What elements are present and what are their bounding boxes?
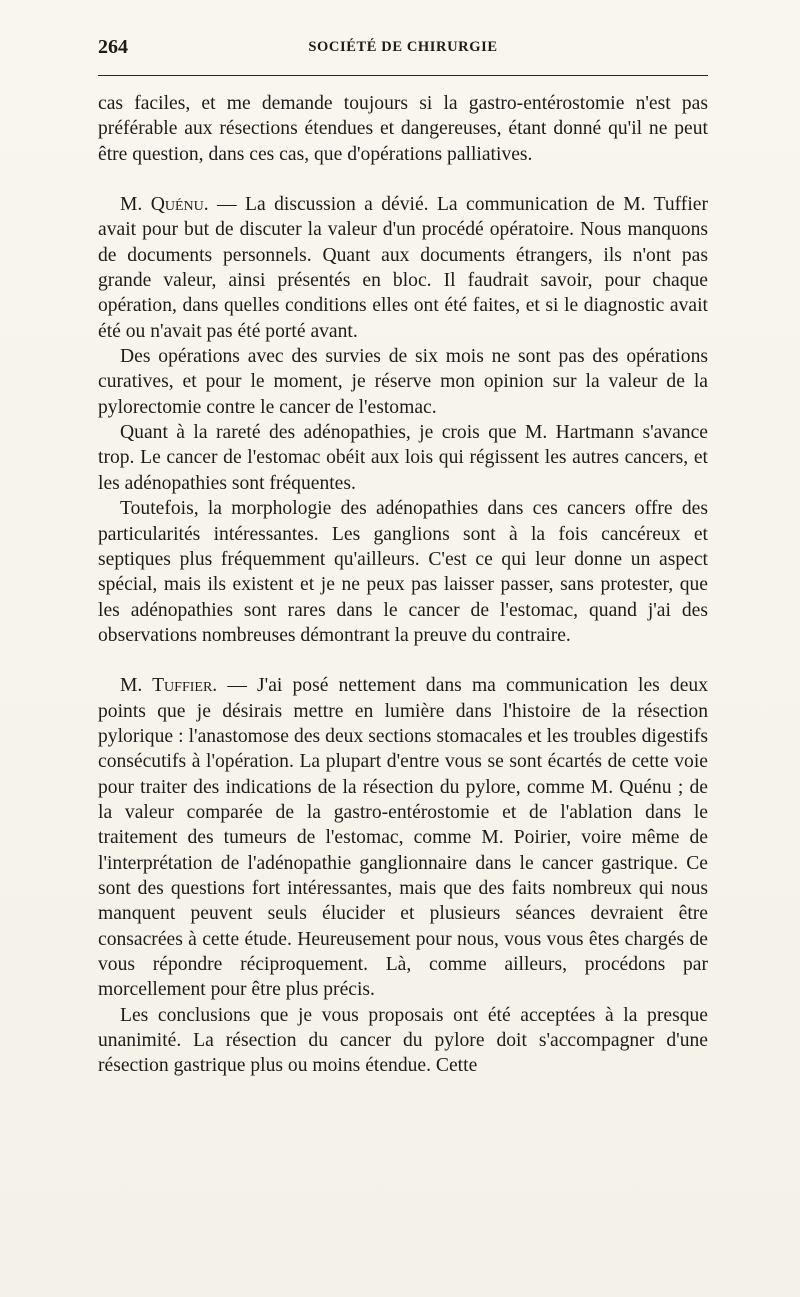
paragraph-conclusions bbox=[98, 1003, 708, 1079]
header-rule bbox=[98, 75, 708, 76]
paragraph-adenopathy-rarity bbox=[98, 420, 708, 496]
body-text bbox=[98, 91, 708, 1079]
paragraph-adenopathy-morphology bbox=[98, 496, 708, 648]
paragraph-text: — La discussion a dévié. La communication de M. Tuffier avait pour but de discuter la valeur d'un procédé opératoire. Nous manquons de documents personnels. Quant aux documents étrangers, ils n'ont pas grande valeur, ainsi présentés en bloc. Il faudrait savoir, pour chaque opération, dans quelles conditions elles ont été faites, et si le diagnostic avait été ou n'avait pas été porté avant. bbox=[98, 194, 708, 342]
paragraph-tuffier-reply bbox=[98, 673, 708, 1002]
paragraph-survival bbox=[98, 344, 708, 420]
page-number: 264 bbox=[98, 36, 128, 58]
paragraph-text: Toutefois, la morphologie des adénopathies dans ces cancers offre des particularités intéressantes. Les ganglions sont à la fois cancéreux et septiques plus fréquemment qu'ailleurs. C'est ce qui leur donne un aspect spécial, mais ils existent et je ne peux pas laisser passer, sans protester, que les adénopathies sont rares dans le cancer de l'estomac, quand j'ai des observations nombreuses démontrant la preuve du contraire. bbox=[98, 498, 708, 646]
paragraph-text: Les conclusions que je vous proposais ont été acceptées à la presque unanimité. La résection du cancer du pylore doit s'accompagner d'une résection gastrique plus ou moins étendue. Cette bbox=[98, 1004, 708, 1077]
running-title: SOCIÉTÉ DE CHIRURGIE bbox=[308, 39, 498, 55]
paragraph-text: cas faciles, et me demande toujours si la gastro-entérostomie n'est pas préférable aux résections étendues et dangereuses, étant donné qu'il ne peut être question, dans ces cas, que d'opérations palliatives. bbox=[98, 93, 708, 165]
paragraph-continuation bbox=[98, 91, 708, 167]
paragraph-quenu-remark bbox=[98, 192, 708, 344]
paragraph-text: Quant à la rareté des adénopathies, je crois que M. Hartmann s'avance trop. Le cancer de l'estomac obéit aux lois qui régissent les autres cancers, et les adénopathies sont fréquentes. bbox=[98, 422, 708, 494]
page-header bbox=[98, 36, 708, 62]
speaker-name: M. Quénu. bbox=[120, 194, 209, 216]
speaker-name: M. Tuffier. bbox=[120, 675, 218, 697]
paragraph-text: Des opérations avec des survies de six mois ne sont pas des opérations curatives, et pour le moment, je réserve mon opinion sur la valeur de la pylorectomie contre le cancer de l'estomac. bbox=[98, 346, 708, 418]
paragraph-text: — J'ai posé nettement dans ma communication les deux points que je désirais mettre en lumière dans l'histoire de la résection pylorique : l'anastomose des deux sections stomacales et les troubles digestifs consécutifs à l'opération. La plupart d'entre vous se sont écartés de cette voie pour traiter des indications de la résection du pylore, comme M. Quénu ; de la valeur comparée de la gastro-entérostomie et de l'ablation dans le traitement des tumeurs de l'estomac, comme M. Poirier, voire même de l'interprétation de l'adénopathie ganglionnaire dans le cancer gastrique. Ce sont des questions fort intéressantes, mais que des faits nombreux qui nous manquent peuvent seuls élucider et plusieurs séances devraient être consacrées à cette étude. Heureusement pour nous, vous vous êtes chargés de vous répondre réciproquement. Là, comme ailleurs, procédons par morcellement pour être plus précis. bbox=[98, 675, 708, 1001]
